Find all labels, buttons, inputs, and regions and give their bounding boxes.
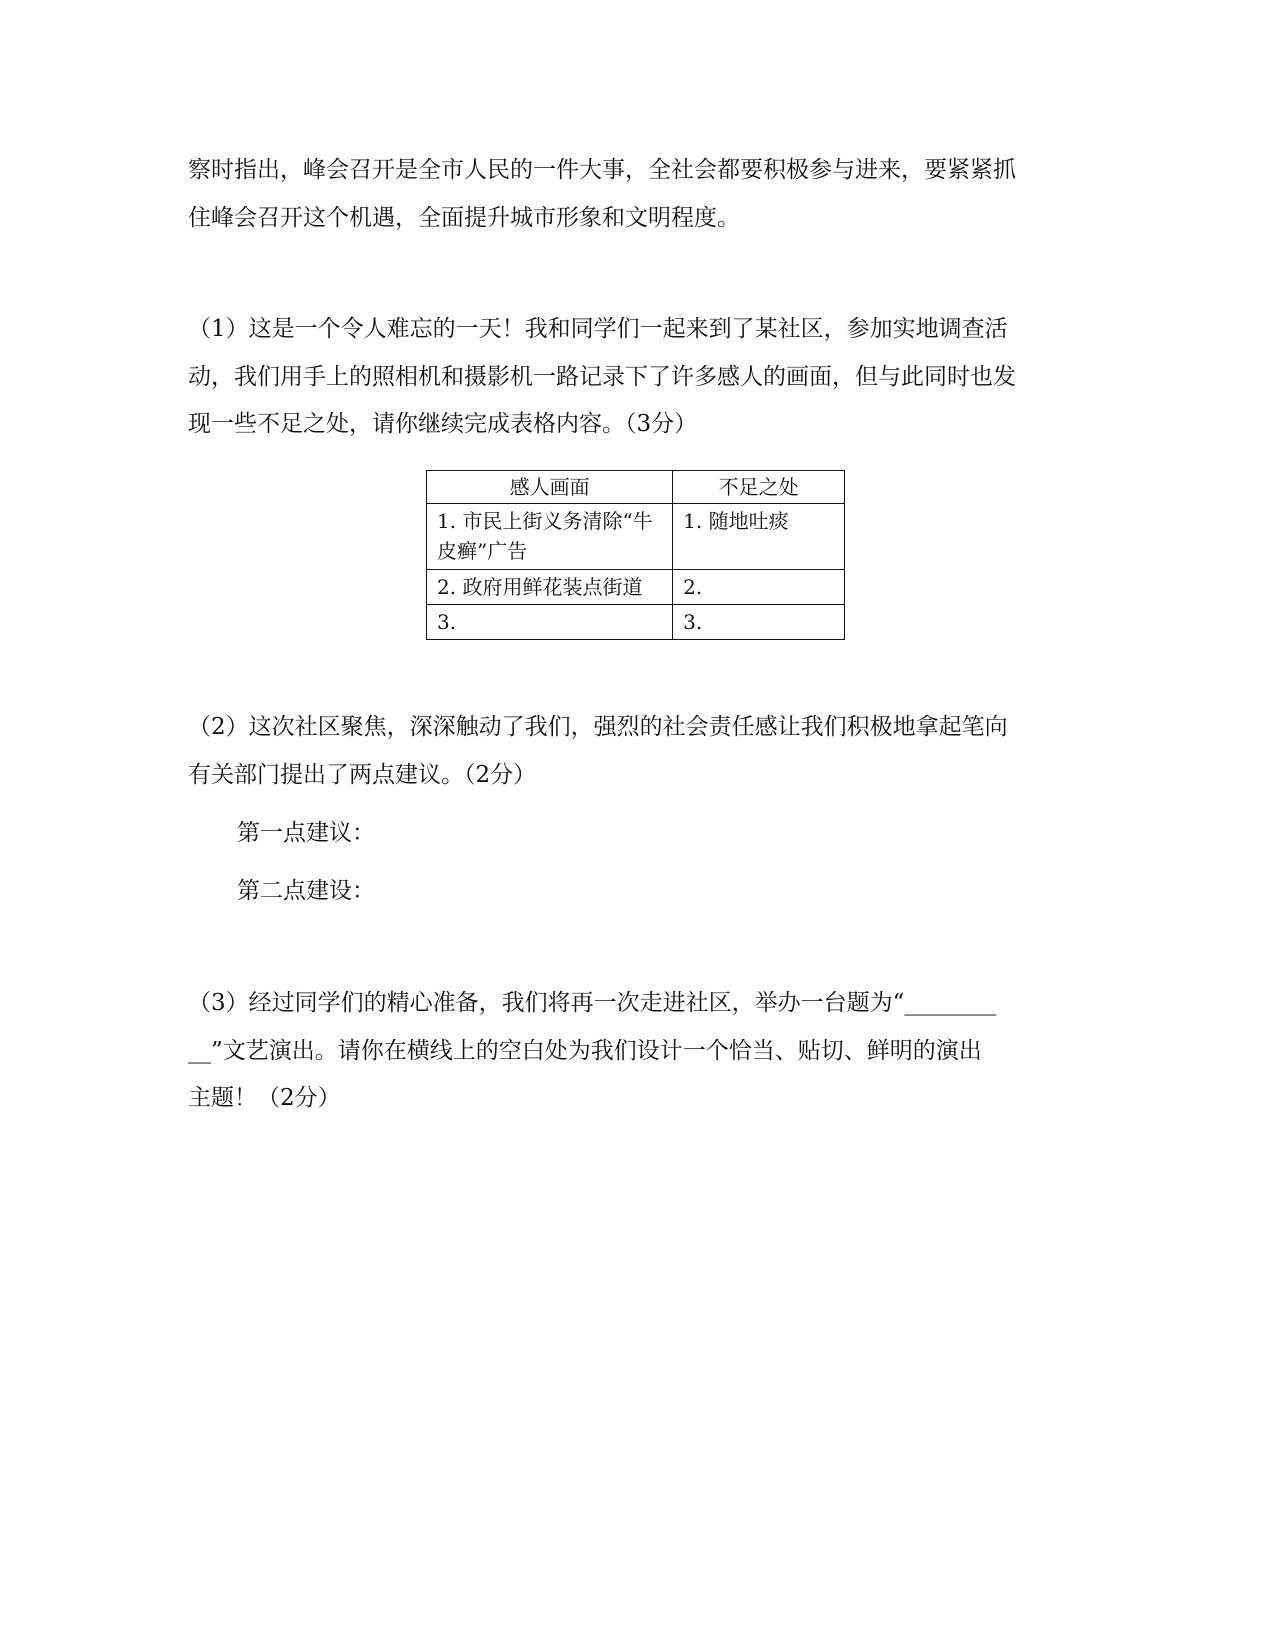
question-2-line-1: （2）这次社区聚焦，深深触动了我们，强烈的社会责任感让我们积极地拿起笔向 — [188, 714, 1008, 740]
intro-line-1: 察时指出，峰会召开是全市人民的一件大事，全社会都要积极参与进来，要紧紧抓 — [188, 157, 1016, 183]
question-3-line-3: 主题！（2分） — [188, 1085, 341, 1111]
observation-table — [426, 470, 845, 640]
table-header-row — [427, 471, 845, 504]
question-1-line-2: 动，我们用手上的照相机和摄影机一路记录下了许多感人的画面，但与此同时也发 — [188, 364, 1016, 390]
question-1-line-1: （1）这是一个令人难忘的一天！我和同学们一起来到了某社区，参加实地调查活 — [188, 316, 1008, 342]
table-cell: 1. 市民上街义务清除“牛皮癣”广告 — [427, 504, 673, 570]
table-row — [427, 570, 845, 605]
table-row — [427, 605, 845, 640]
question-2-line-2: 有关部门提出了两点建议。（2分） — [188, 762, 537, 788]
table-cell: 2. — [673, 570, 845, 605]
intro-line-2: 住峰会召开这个机遇，全面提升城市形象和文明程度。 — [188, 205, 740, 231]
table-cell: 1. 随地吐痰 — [673, 504, 845, 570]
table-cell: 2. 政府用鲜花装点街道 — [427, 570, 673, 605]
question-1-line-3: 现一些不足之处，请你继续完成表格内容。（3分） — [188, 411, 698, 437]
question-3-line-1: （3）经过同学们的精心准备，我们将再一次走进社区，举办一台题为“________ — [188, 990, 997, 1016]
table-cell: 3. — [673, 605, 845, 640]
suggestion-1-label: 第一点建议： — [237, 820, 375, 846]
table-header-shortcomings: 不足之处 — [673, 471, 845, 504]
suggestion-2-label: 第二点建设： — [237, 878, 375, 904]
table-header-touching: 感人画面 — [427, 471, 673, 504]
table-row — [427, 504, 845, 570]
table-cell: 3. — [427, 605, 673, 640]
question-3-line-2: __”文艺演出。请你在横线上的空白处为我们设计一个恰当、贴切、鲜明的演出 — [188, 1038, 982, 1064]
